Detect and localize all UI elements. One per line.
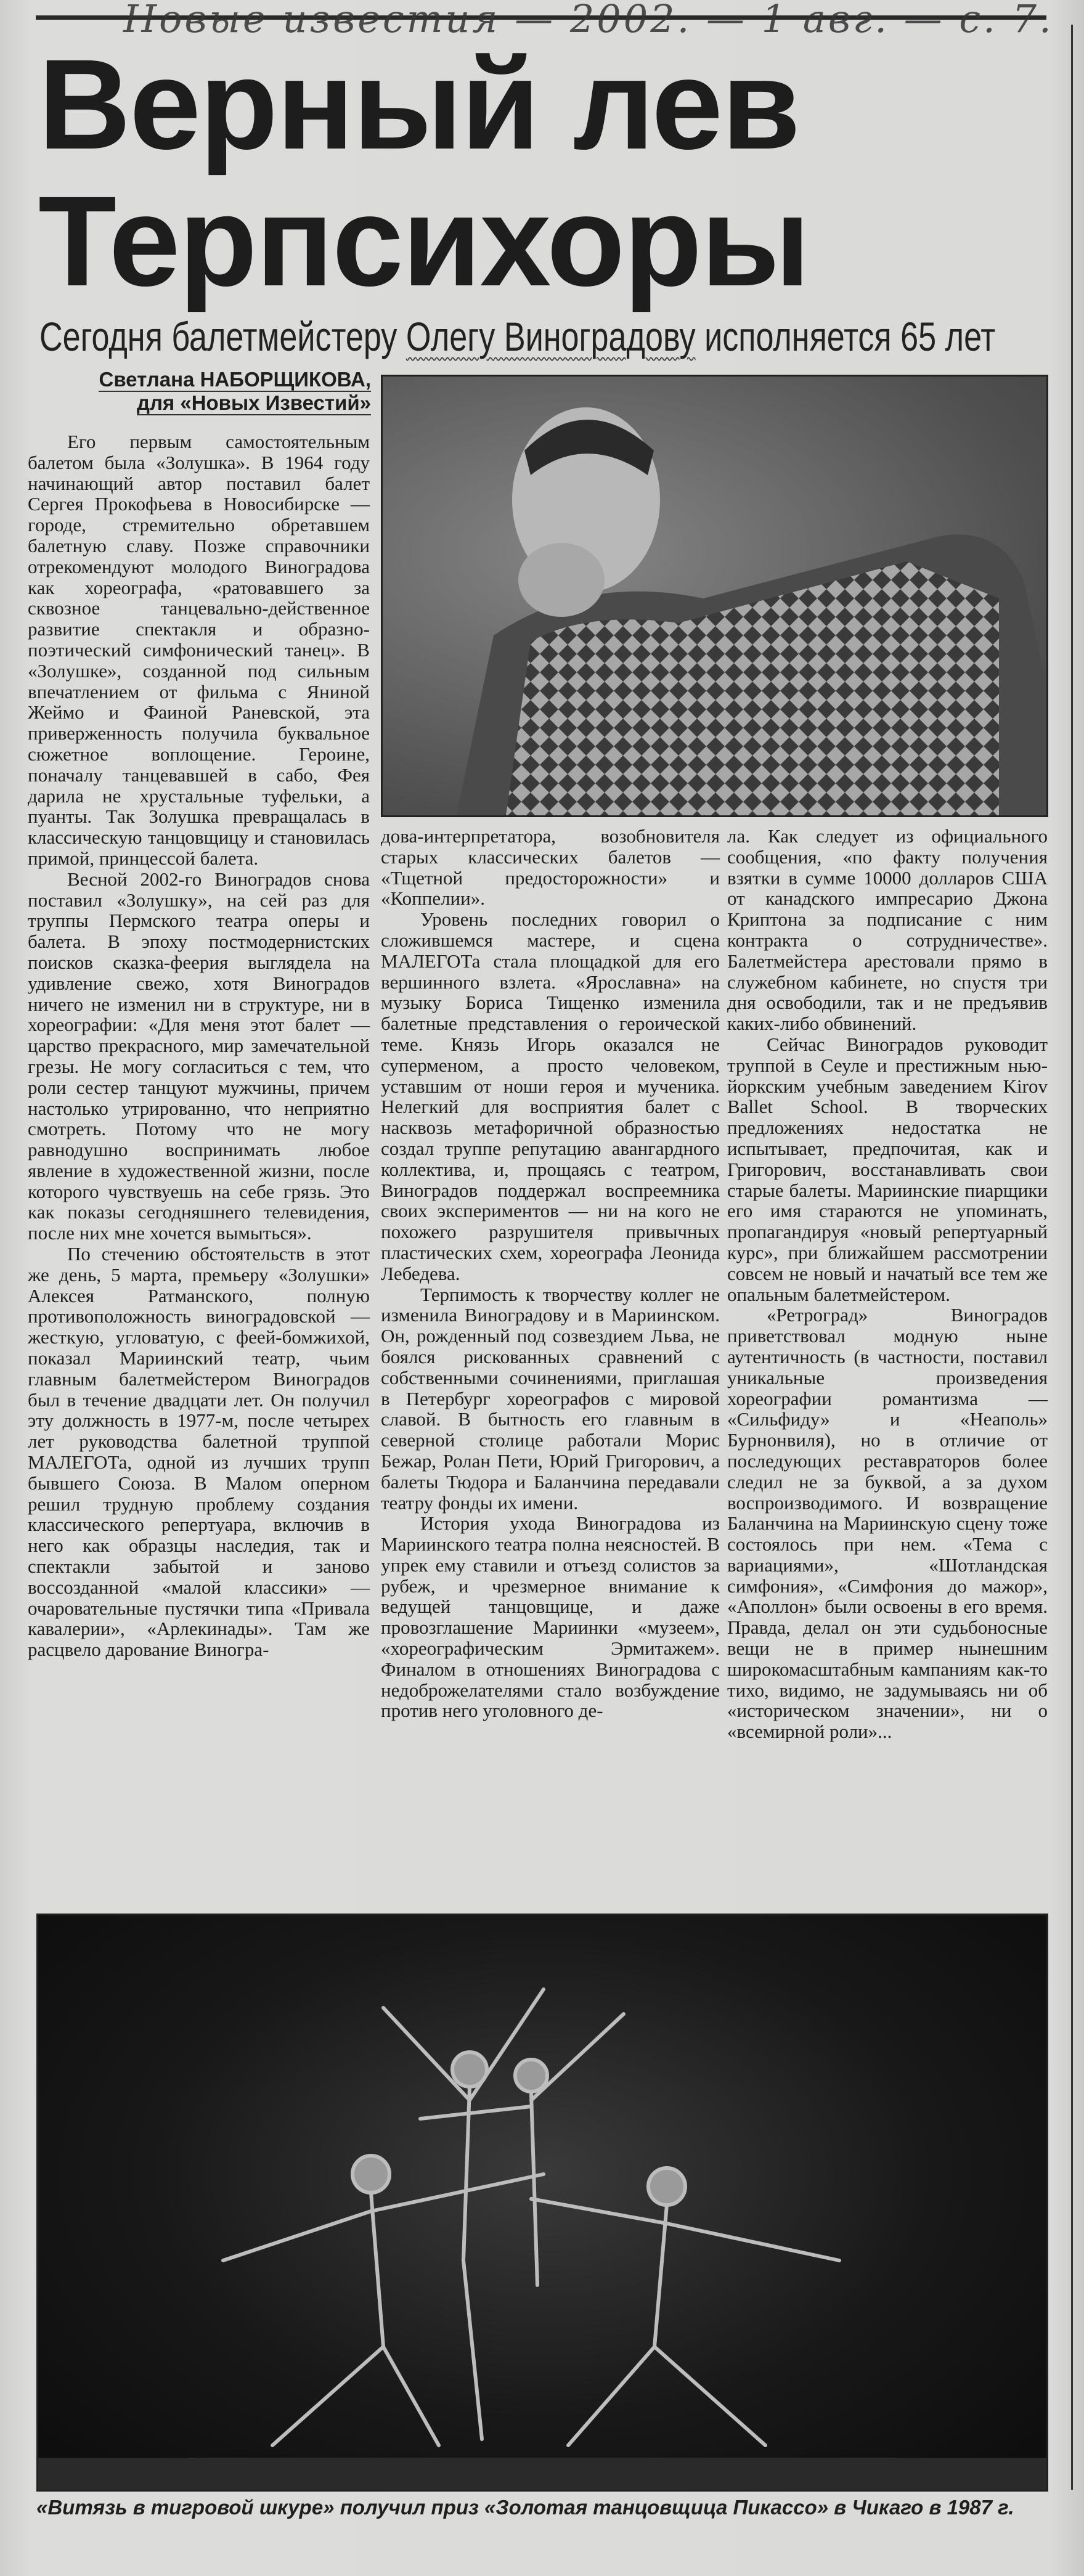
subtitle-after: исполняется 65 лет [695,314,996,359]
photo-portrait-vinogradov [381,375,1048,817]
article-column-2 [381,826,720,1721]
paragraph: ла. Как следует из официального сообщения, «по факту получения взятки в сумме 10000 долларов США от канадского импресарио Джона Криптона за подписание с ним контракта о сотрудничестве». Балетмейстера арестовали прямо в служебном кабинете, но спустя три дня освободили, так и не предъявив каких-либо обвинений. [727,825,1048,1035]
paragraph: дова-интерпретатора, возобновителя старых классических балетов — «Тщетной предосторожности» и «Коппелии». [381,825,720,910]
paragraph: Весной 2002-го Виноградов снова поставил «Золушку», на сей раз для труппы Пермского театра оперы и балета. В эпоху постмодернистских поисков сказка-феерия выглядела на удивление свежо, хотя Виноградов ничего не изменил ни в структуре, ни в хореографии: «Для меня этот балет — царство прекрасного, мир замечательной грезы. Не могу согласиться с тем, что роли сестер танцуют мужчины, причем настолько утрированно, что неприятно смотреть. Потому что не могу равнодушно воспринимать любое явление в художественной жизни, после которого чувствуешь на себе грязь. Это как показы сегодняшнего телевидения, после них мне хочется вымыться». [28,868,370,1244]
byline-outlet: для «Новых Известий» [137,391,371,414]
subtitle-name: Олегу Виноградову [405,314,696,359]
paragraph: По стечению обстоятельств в этот же день, 5 марта, премьеру «Золушки» Алексея Ратманского, полную противоположность виноградовской — жесткую, угловатую, с феей-бомжихой, показал Мариинский театр, чьим главным балетмейстером Виноградов был в течение двадцати лет. Он получил эту должность в 1977-м, после четырех лет руководства балетной труппой МАЛЕГОТа, одной из лучших трупп бывшего Союза. В Малом оперном решил трудную проблему создания классического репертуара, включив в него как образцы наследия, так и спектакли забытой и заново воссозданной «малой классики» — очаровательные пустячки типа «Привала кавалерии», «Арлекинады». Там же расцвело дарование Виногра- [28,1243,370,1661]
paragraph: История ухода Виноградова из Мариинского театра полна неясностей. В упрек ему ставили и отъезд солистов за рубеж, и чрезмерное внимание к ведущей танцовщице, и даже провозглашение Мариинки «музеем», «хореографическим Эрмитажем». Финалом в отношениях Виноградова с недоброжелателями стало возбуждение против него уголовного де- [381,1512,720,1722]
article-column-3 [727,826,1048,1742]
subtitle-before: Сегодня балетмейстеру [39,314,406,359]
paragraph: Уровень последних говорил о сложившемся мастере, и сцена МАЛЕГОТа стала площадкой для его вершинного взлета. «Ярославна» на музыку Бориса Тищенко изменила балетные представления о героической теме. Князь Игорь оказался не суперменом, а просто человеком, уставшим от ноши героя и мученика. Нелегкий для восприятия балет с насквозь метафоричной образностью создал труппе репутацию авангардного коллектива, и, прощаясь с театром, Виноградов поддержал воспреемника своих экспериментов — ни на кого не похожего разрушителя привычных пластических схем, хореографа Леонида Лебедева. [381,908,720,1284]
handwritten-source-note: Новые известия — 2002. — 1 авг. — с. 7. [123,0,1054,41]
headline-line-2: Терпсихоры [38,170,809,313]
paragraph: «Ретроград» Виноградов приветствовал модную ныне аутентичность (в частности, поставил уникальные произведения хореографии романтизма — «Сильфиду» и «Неаполь» Бурнонвиля), но в отличие от последующих реставраторов более следил не за буквой, а за духом воспроизводимого. И возвращение Баланчина на Мариинскую сцену тоже состоялось при нем. «Тема с вариациями», «Шотландская симфония», «Симфония до мажор», «Аполлон» были освоены в его время. Правда, делал он эти судьбоносные вещи не в пример нынешним широкомасштабным кампаниям как-то тихо, видимо, не задумываясь ни об «историческом значении», ни о «всемирной роли»... [727,1304,1048,1743]
paragraph: Терпимость к творчеству коллег не изменила Виноградову и в Мариинском. Он, рожденный под созвездием Льва, не боялся рискованных сравнений с собственными сочинениями, приглашая в Петербург хореографов с мировой славой. В бытность его главным в северной столице работали Морис Бежар, Ролан Пети, Юрий Григорович, а балеты Тюдора и Баланчина передавали театру фонды их имени. [381,1283,720,1514]
right-border-rule [1071,25,1073,2490]
paragraph: Сейчас Виноградов руководит труппой в Сеуле и престижным нью-йоркским учебным заведением Kirov Ballet School. В творческих предложениях недостатка не испытывает, предпочитая, как и Григорович, восстанавливать свои старые балеты. Мариинские пиарщики его имя стараются не упоминать, пропагандируя «новый репертуарный курс», при ближайшем рассмотрении совсем не новый и начатый все тем же опальным балетмейстером. [727,1033,1048,1305]
photo-caption: «Витязь в тигровой шкуре» получил приз «Золотая танцовщица Пикассо» в Чикаго в 1987 г. [36,2496,1014,2519]
subtitle [39,313,995,360]
byline [74,369,371,415]
headline-line-1: Верный лев [38,33,799,176]
article-column-1 [28,431,370,1660]
paragraph: Его первым самостоятельным балетом была «Золушка». В 1964 году начинающий автор поставил балет Сергея Прокофьева в Новосибирске — городе, стремительно обретавшем балетную славу. Позже справочники отрекомендуют молодого Виноградова как хореографа, «ратовавшего за сквозное танцевально-действенное развитие спектакля и образно-поэтический симфонический танец». В «Золушке», созданной под сильным впечатлением от фильма с Яниной Жеймо и Фаиной Раневской, эта приверженность получила буквальное сюжетное воплощение. Героине, поначалу танцевавшей в сабо, Фея дарила не хрустальные туфельки, а пуанты. Так Золушка превращалась в классическую танцовщицу и становилась примой, принцессой балета. [28,431,370,869]
photo-ballet-scene [36,1914,1048,2492]
byline-author: Светлана НАБОРЩИКОВА, [99,368,371,391]
